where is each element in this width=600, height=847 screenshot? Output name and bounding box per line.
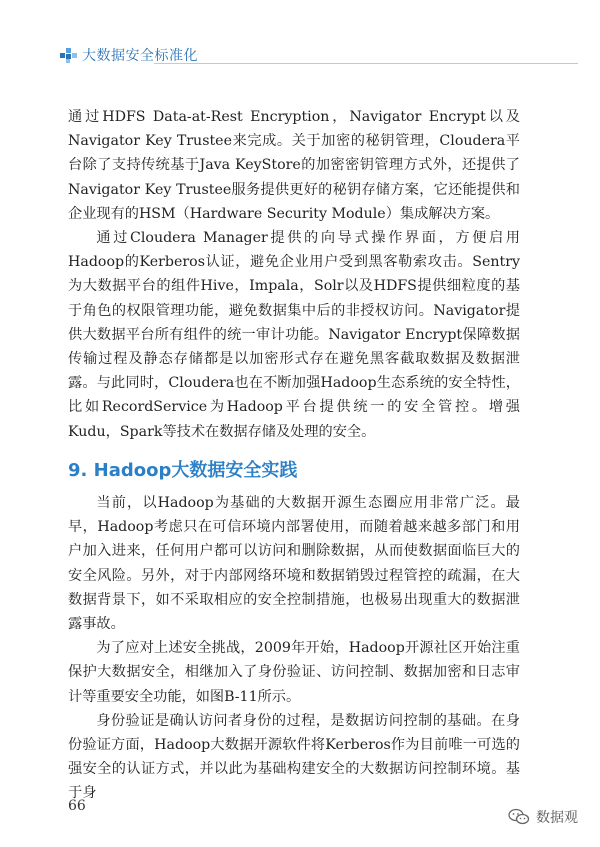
- wechat-icon: [508, 808, 530, 826]
- paragraph-security-challenges: 为了应对上述安全挑战，2009年开始，Hadoop开源社区开始注重保护大数据安全，相继加入了身份验证、访问控制、数据加密和日志审计等重要安全功能，如图B-11所示。: [68, 640, 520, 705]
- page-header: [58, 44, 578, 68]
- bottom-text-section: [68, 491, 520, 806]
- paragraph-authentication: 身份验证是确认访问者身份的过程，是数据访问控制的基础。在身份验证方面，Hadoop大数据开源软件将Kerberos作为目前唯一可选的强安全的认证方式，并以此为基础构建安全的大数据访问控制环境。基于身: [68, 712, 520, 802]
- header-title: 大数据安全标准化: [82, 48, 198, 64]
- paragraph-cloudera-manager: 通过Cloudera Manager提供的向导式操作界面，方便启用Hadoop的Kerberos认证，避免企业用户受到黑客勒索攻击。Sentry为大数据平台的组件Hive，Impala，Solr以及HDFS提供细粒度的基于角色的权限管理功能，避免数据集中后的非授权访问。Navigator提供大数据平台所有组件的统一审计功能。Navigator Encrypt保障数据传输过程及静态存储都是以加密形式存在避免黑客截取数据及数据泄露。与此同时，Cloudera也在不断加强Hadoop生态系统的安全特性，比如RecordService为Hadoop平台提供统一的安全管控。增强Kudu，Spark等技术在数据存储及处理的安全。: [68, 230, 520, 440]
- paragraph-encryption: 通过HDFS Data-at-Rest Encryption，Navigator Encrypt以及Navigator Key Trustee来完成。关于加密的秘钥管理，Cloudera平台除了支持传统基于Java KeyStore的加密密钥管理方式外，还提供了Navigator Key Trustee服务提供更好的秘钥存储方案，它还能提供和企业现有的HSM（Hardware Security Module）集成解决方案。: [68, 109, 520, 222]
- top-text-section: [68, 105, 520, 444]
- section-heading: 9. Hadoop大数据安全实践: [68, 460, 298, 481]
- book-logo-icon: [58, 46, 80, 64]
- paragraph-hadoop-ecosystem: 当前，以Hadoop为基础的大数据开源生态圈应用非常广泛。最早，Hadoop考虑只在可信环境内部署使用，而随着越来越多部门和用户加入进来，任何用户都可以访问和删除数据，从而使数据面临巨大的安全风险。另外，对于内部网络环境和数据销毁过程管控的疏漏，在大数据背景下，如不采取相应的安全控制措施，也极易出现重大的数据泄露事故。: [68, 495, 520, 633]
- header-divider: [154, 63, 578, 64]
- page-number: 66: [68, 798, 86, 814]
- watermark-text: 数据观: [536, 810, 578, 826]
